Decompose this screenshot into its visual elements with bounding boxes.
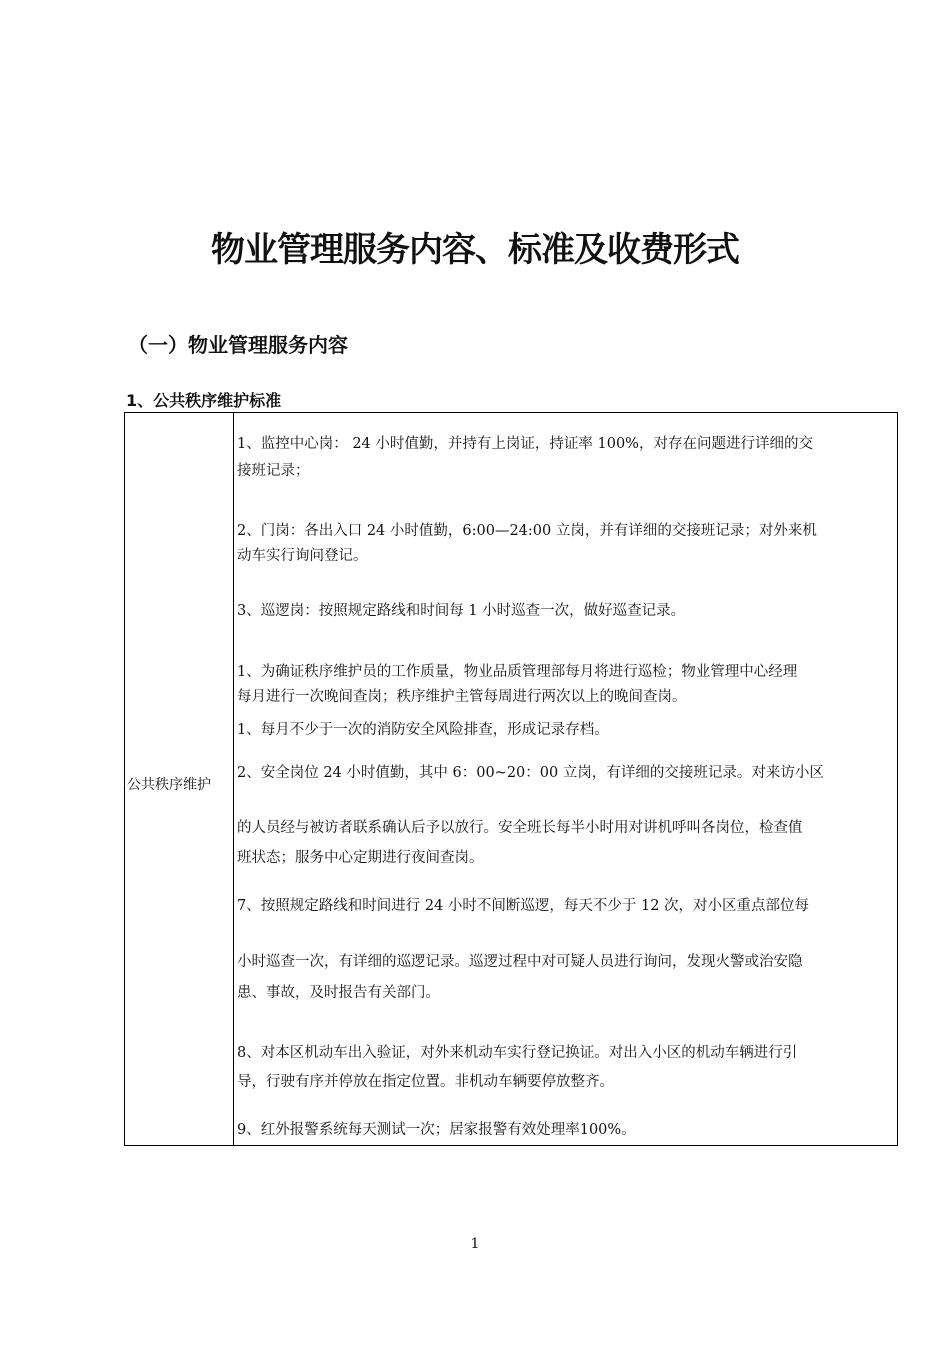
content-line: 每月进行一次晚间查岗；秩序维护主管每周进行两次以上的晚间查岗。 — [237, 689, 687, 705]
page-title: 物业管理服务内容、标准及收费形式 — [211, 230, 739, 270]
category-label: 公共秩序维护 — [127, 777, 211, 793]
content-line: 导，行驶有序并停放在指定位置。非机动车辆要停放整齐。 — [237, 1074, 614, 1090]
content-line: 动车实行询问登记。 — [237, 548, 368, 564]
content-line: 1、监控中心岗： 24 小时值勤，并持有上岗证，持证率 100%，对存在问题进行详细的交 — [237, 436, 813, 452]
standards-table — [124, 412, 898, 1146]
content-line: 的人员经与被访者联系确认后予以放行。安全班长每半小时用对讲机呼叫各岗位，检查值 — [237, 820, 803, 836]
content-line: 患、事故，及时报告有关部门。 — [237, 985, 440, 1001]
content-line: 3、巡逻岗：按照规定路线和时间每 1 小时巡查一次，做好巡查记录。 — [237, 603, 686, 619]
category-cell — [125, 413, 234, 1145]
content-cell — [234, 413, 897, 1145]
subsection-heading: 1、公共秩序维护标准 — [126, 391, 282, 410]
content-line: 9、红外报警系统每天测试一次；居家报警有效处理率100%。 — [237, 1122, 636, 1138]
content-line: 小时巡查一次，有详细的巡逻记录。巡逻过程中对可疑人员进行询问，发现火警或治安隐 — [237, 954, 803, 970]
content-line: 7、按照规定路线和时间进行 24 小时不间断巡逻，每天不少于 12 次，对小区重点部位每 — [237, 898, 810, 914]
page-number: 1 — [470, 1236, 480, 1252]
content-line: 2、门岗：各出入口 24 小时值勤，6:00—24:00 立岗，并有详细的交接班记录；对外来机 — [237, 523, 817, 539]
content-line: 1、每月不少于一次的消防安全风险排查，形成记录存档。 — [237, 722, 609, 738]
content-line: 2、安全岗位 24 小时值勤，其中 6：00~20：00 立岗，有详细的交接班记录。对来访小区 — [237, 765, 824, 781]
content-line: 1、为确证秩序维护员的工作质量，物业品质管理部每月将进行巡检；物业管理中心经理 — [237, 664, 798, 680]
content-line: 接班记录； — [237, 463, 310, 479]
content-line: 8、对本区机动车出入验证，对外来机动车实行登记换证。对出入小区的机动车辆进行引 — [237, 1045, 798, 1061]
section-heading: （一）物业管理服务内容 — [128, 333, 348, 357]
content-line: 班状态；服务中心定期进行夜间查岗。 — [237, 850, 484, 866]
